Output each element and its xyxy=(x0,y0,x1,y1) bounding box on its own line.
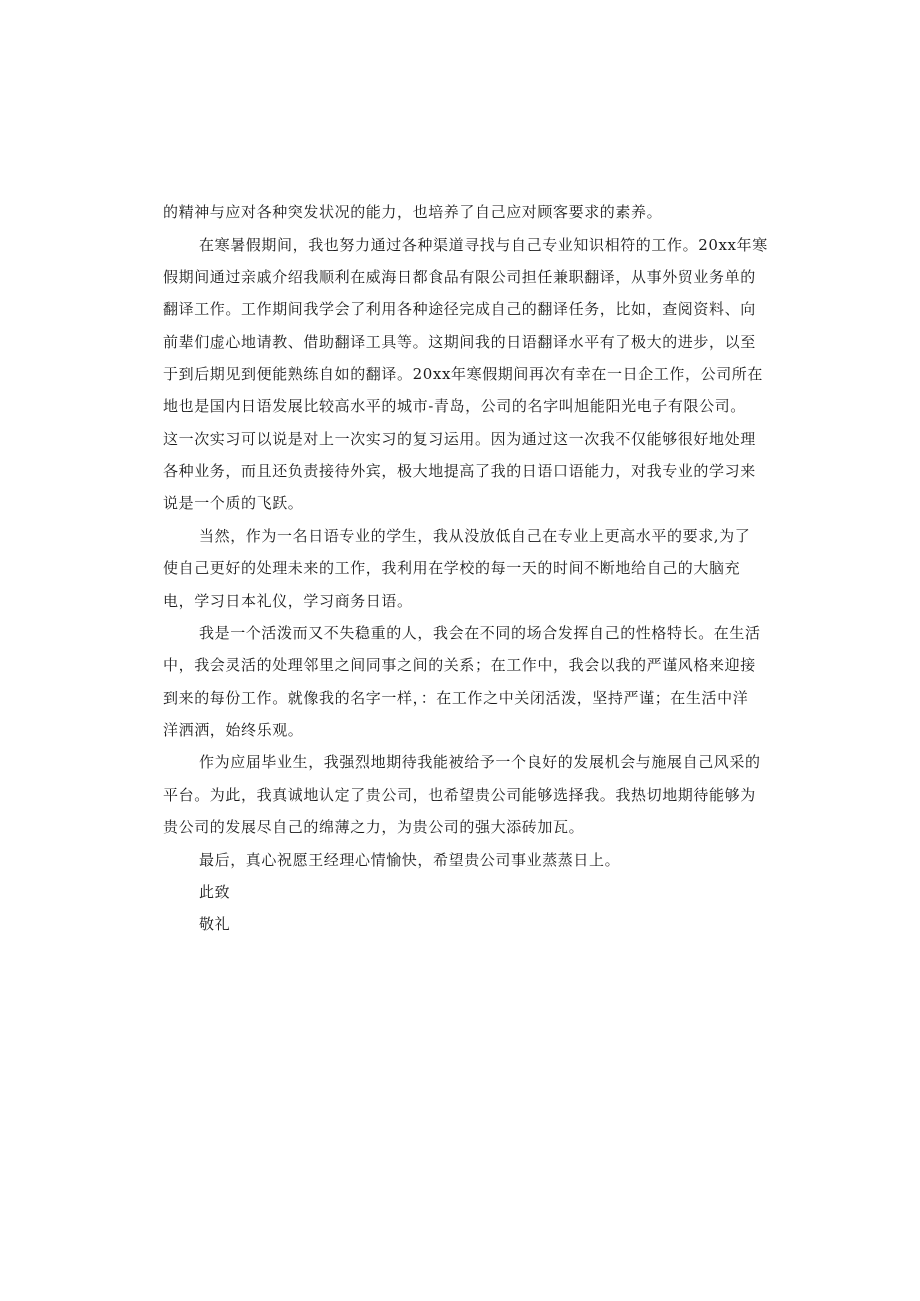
text-line: 中，我会灵活的处理邻里之间同事之间的关系；在工作中，我会以我的严谨风格来迎接 xyxy=(163,656,756,674)
text-line: 平台。为此，我真诚地认定了贵公司，也希望贵公司能够选择我。我热切地期待能够为 xyxy=(163,786,756,804)
text-line: 各种业务，而且还负责接待外宾，极大地提高了我的日语口语能力，对我专业的学习来 xyxy=(163,462,756,480)
closing-wish: 最后，真心祝愿王经理心情愉快，希望贵公司事业蒸蒸日上。 xyxy=(199,851,621,869)
text-line: 我是一个活泼而又不失稳重的人，我会在不同的场合发挥自己的性格特长。在生活 xyxy=(199,624,761,642)
text-line: 洋洒洒，始终乐观。 xyxy=(163,721,304,739)
text-line: 当然，作为一名日语专业的学生，我从没放低自己在专业上更高水平的要求,为了 xyxy=(199,527,751,545)
salutation-jingli: 敬礼 xyxy=(199,915,231,933)
text-line: 的精神与应对各种突发状况的能力，也培养了自己应对顾客要求的素养。 xyxy=(163,203,663,221)
text-line: 到来的每份工作。就像我的名字一样，：在工作之中关闭活泼，坚持严谨；在生活中洋 xyxy=(163,689,749,707)
text-line: 说是一个质的飞跃。 xyxy=(163,494,304,512)
salutation-cizhi: 此致 xyxy=(199,883,231,901)
text-line: 地也是国内日语发展比较高水平的城市-青岛，公司的名字叫旭能阳光电子有限公司。 xyxy=(163,397,746,415)
text-line: 在寒暑假期间，我也努力通过各种渠道寻找与自己专业知识相符的工作。20xx年寒 xyxy=(199,236,768,254)
text-line: 电，学习日本礼仪，学习商务日语。 xyxy=(163,592,413,610)
text-line: 前辈们虚心地请教、借助翻译工具等。这期间我的日语翻译水平有了极大的进步，以至 xyxy=(163,333,756,351)
text-line: 于到后期见到便能熟练自如的翻译。20xx年寒假期间再次有幸在一日企工作，公司所在 xyxy=(163,365,764,383)
text-line: 作为应届毕业生，我强烈地期待我能被给予一个良好的发展机会与施展自己风采的 xyxy=(199,753,761,771)
text-line: 翻译工作。工作期间我学会了利用各种途径完成自己的翻译任务，比如，查阅资料、向 xyxy=(163,300,756,318)
text-line: 假期间通过亲戚介绍我顺利在威海日都食品有限公司担任兼职翻译，从事外贸业务单的 xyxy=(163,268,756,286)
text-line: 贵公司的发展尽自己的绵薄之力，为贵公司的强大添砖加瓦。 xyxy=(163,818,585,836)
text-line: 这一次实习可以说是对上一次实习的复习运用。因为通过这一次我不仅能够很好地处理 xyxy=(163,430,756,448)
text-line: 使自己更好的处理未来的工作，我利用在学校的每一天的时间不断地给自己的大脑充 xyxy=(163,559,741,577)
